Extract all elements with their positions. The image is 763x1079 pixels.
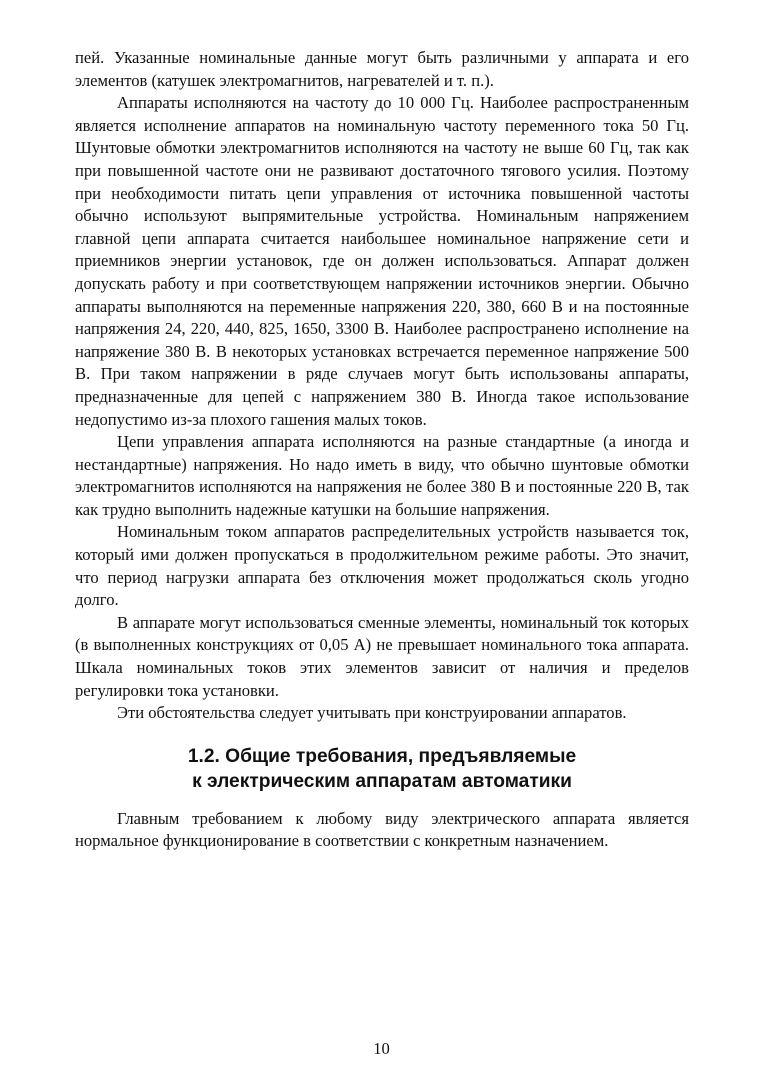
paragraph-control-circuits: Цепи управления аппарата исполняются на разные стандартные (а иногда и нестандартные) напряжения. Но надо иметь в виду, что обычно шунтовые обмотки электромагнитов исполняются на напряжения не более 380 В и постоянные 220 В, так как трудно выполнить надежные катушки на большие напряжения.: [75, 432, 689, 519]
paragraph-rated-current: Номинальным током аппаратов распределительных устройств называется ток, который ими должен пропускаться в продолжительном режиме работы. Это значит, что период нагрузки аппарата без отключения может продолжаться сколь угодно долго.: [75, 522, 689, 610]
paragraph-frequency-voltage: Аппараты исполняются на частоту до 10 000 Гц. Наиболее распространенным является исполнение аппаратов на номинальную частоту переменного тока 50 Гц. Шунтовые обмотки электромагнитов исполняются на частоту не выше 60 Гц, так как при повышенной частоте они не развивают достаточного тягового усилия. Поэтому при необходимости питать цепи управления от источника повышенной частоты обычно используют выпрямительные устройства. Номинальным напряжением главной цепи аппарата считается наибольшее номинальное напряжение сети и приемников энергии установок, где он должен использоваться. Аппарат должен допускать работу и при соответствующем напряжении источников энергии. Обычно аппараты выполняются на переменные напряжения 220, 380, 660 В и на постоянные напряжения 24, 220, 440, 825, 1650, 3300 В. Наиболее распространено исполнение на напряжение 380 В. В некоторых установках встречается переменное напряжение 500 В. При таком напряжении в ряде случаев могут быть использованы аппараты, предназначенные для цепей с напряжением 380 В. Иногда такое использование недопустимо из-за плохого гашения малых токов.: [75, 93, 689, 429]
page-number: 10: [373, 1039, 390, 1058]
paragraph-continued: пей. Указанные номинальные данные могут быть различными у аппарата и его элементов (катушек электромагнитов, нагревателей и т. п.).: [75, 48, 689, 90]
paragraph-main-requirement: Главным требованием к любому виду электрического аппарата является нормальное функционирование в соответствии с конкретным назначением.: [75, 808, 689, 851]
section-heading-line-1: 1.2. Общие требования, предъявляемые: [187, 745, 577, 767]
paragraph-design-note: Эти обстоятельства следует учитывать при конструировании аппаратов.: [117, 703, 627, 723]
section-heading: [75, 744, 689, 794]
document-page: [75, 47, 689, 1047]
section-heading-line-2: к электрическим аппаратам автоматики: [192, 770, 572, 792]
paragraph-replaceable-elements: В аппарате могут использоваться сменные элементы, номинальный ток которых (в выполненных конструкциях от 0,05 А) не превышает номинального тока аппарата. Шкала номинальных токов этих элементов зависит от наличия и пределов регулировки тока установки.: [75, 612, 689, 700]
